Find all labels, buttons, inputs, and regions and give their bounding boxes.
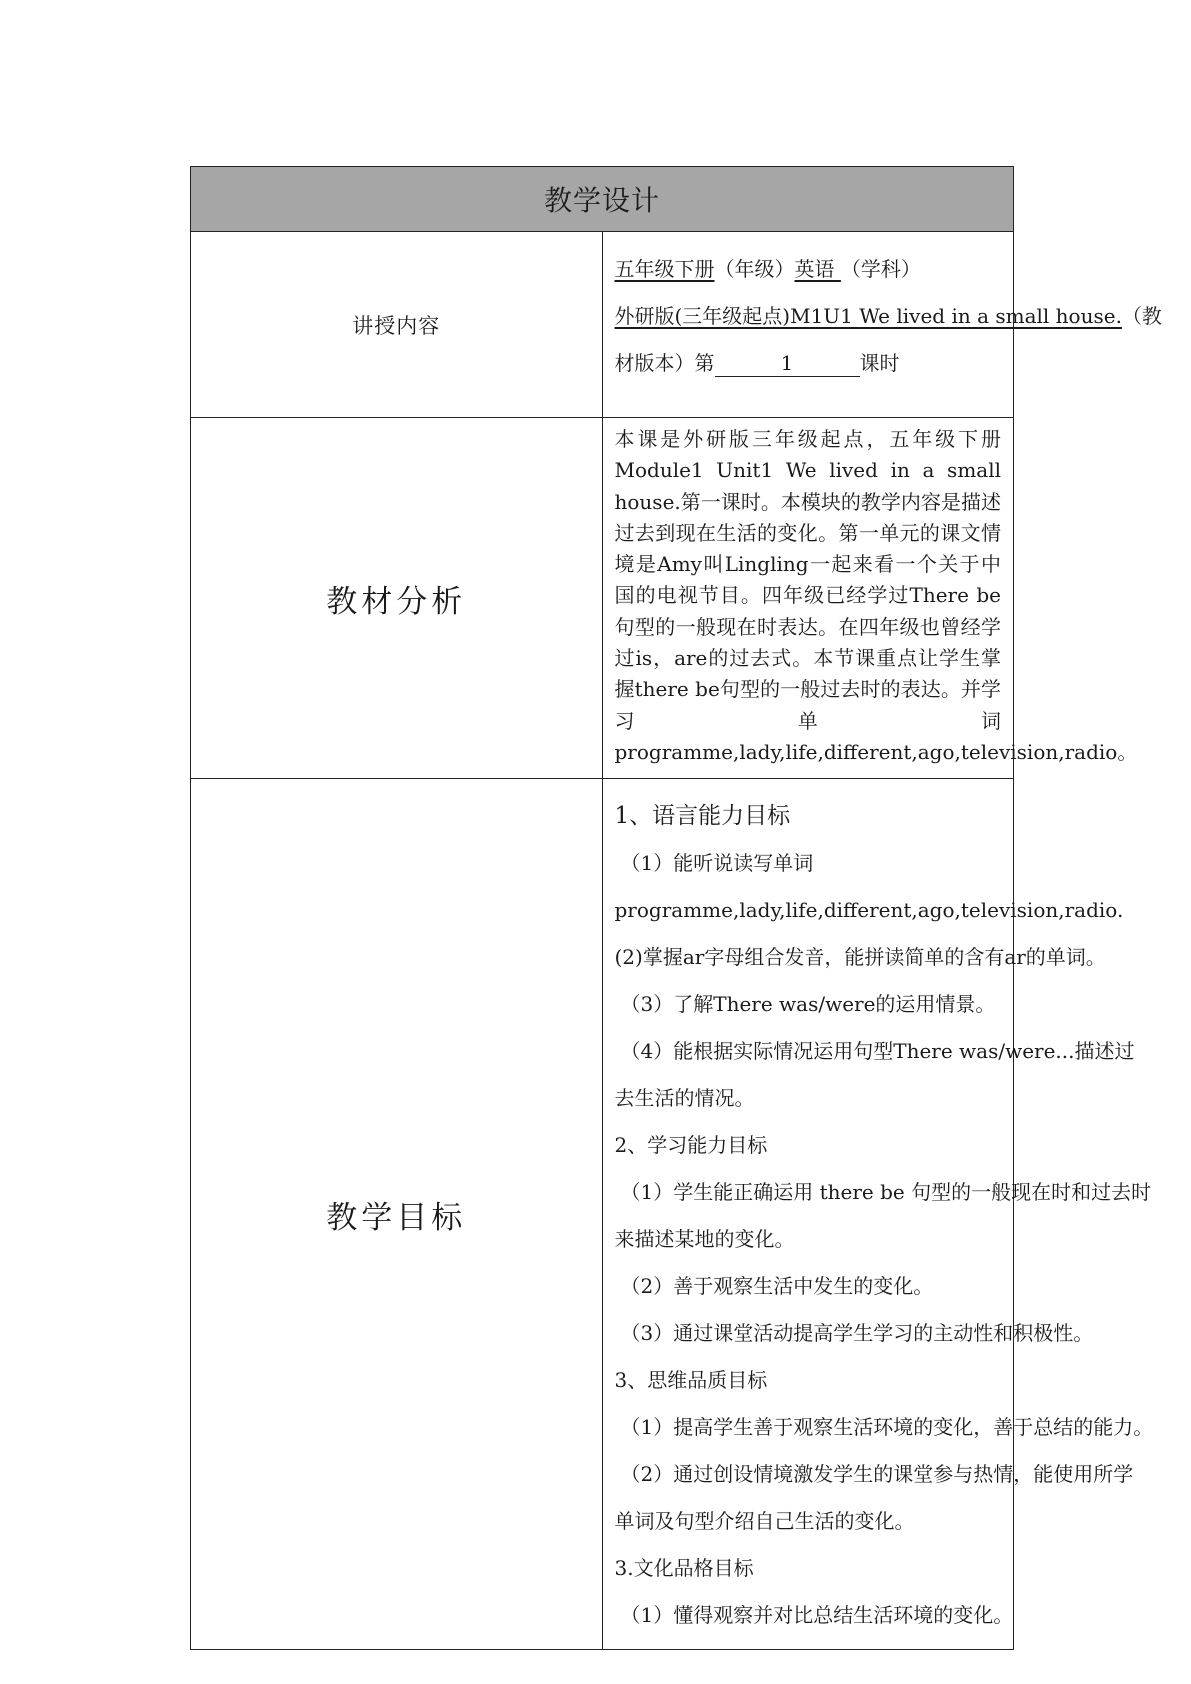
goals-row [191,779,1014,1650]
analysis-row [191,418,1014,779]
goal-item: （1）能听说读写单词 [620,851,814,876]
grade-tag: （年级） [714,257,795,281]
goal-item: （1）懂得观察并对比总结生活环境的变化。 [620,1603,1014,1628]
analysis-label: 教材分析 [191,418,603,779]
lecture-label: 讲授内容 [191,232,603,418]
lecture-content [602,232,1162,418]
textbook-value: 外研版(三年级起点)M1U1 We lived in a small house. [614,304,1122,328]
lesson-line [615,340,1002,387]
goal-heading-learning: 2、学习能力目标 [614,1133,768,1158]
goal-heading-culture: 3.文化品格目标 [614,1556,754,1581]
goals-content [602,779,1154,1650]
goal-item: （1）提高学生善于观察生活环境的变化，善于总结的能力。 [620,1415,1154,1440]
lesson-number: 1 [715,350,860,377]
lecture-row [191,232,1014,418]
textbook-line [614,293,1162,340]
goal-item: （2）善于观察生活中发生的变化。 [620,1274,934,1299]
grade-subject-line [615,246,1002,293]
goal-item: 去生活的情况。 [614,1086,755,1111]
goal-item: 单词及句型介绍自己生活的变化。 [614,1509,915,1534]
table-title: 教学设计 [191,167,1014,232]
goal-item: （4）能根据实际情况运用句型There was/were...描述过 [620,1039,1135,1064]
lesson-suffix: 课时 [859,351,900,375]
subject-value: 英语 [794,257,841,281]
teaching-design-table [190,166,1162,1650]
goal-item: （3）通过课堂活动提高学生学习的主动性和积极性。 [620,1321,1094,1346]
analysis-content [602,418,1138,779]
goals-label: 教学目标 [191,779,603,1650]
analysis-paragraph: 本课是外研版三年级起点，五年级下册Module1 Unit1 We lived in a small house.第一课时。本模块的教学内容是描述过去到现在生活的变化。第一单元的课文情境是Amy叫Lingling一起来看一个关于中国的电视节目。四年级已经学过There be 句型的一般现在时表达。在四年级也曾经学过is，are的过去式。本节课重点让学生掌握there be句型的一般过去时的表达。并学习单词programme,lady,life,different,ago,television,radio。 [614,427,1138,764]
goal-item: 来描述某地的变化。 [614,1227,795,1252]
goal-item: (2)掌握ar字母组合发音，能拼读简单的含有ar的单词。 [614,945,1106,970]
textbook-tag-end: 材版本）第 [614,351,715,375]
grade-value: 五年级下册 [614,257,715,281]
goal-heading-language: 1、语言能力目标 [614,803,791,830]
goal-item: （3）了解There was/were的运用情景。 [620,992,996,1017]
subject-tag: （学科） [840,257,921,281]
goal-item: （2）通过创设情境激发学生的课堂参与热情，能使用所学 [620,1462,1134,1487]
goal-heading-thinking: 3、思维品质目标 [614,1368,768,1393]
textbook-tag-start: （教 [1121,304,1162,328]
goal-item: （1）学生能正确运用 there be 句型的一般现在时和过去时 [620,1180,1152,1205]
goal-item: programme,lady,life,different,ago,television,radio. [614,898,1124,923]
